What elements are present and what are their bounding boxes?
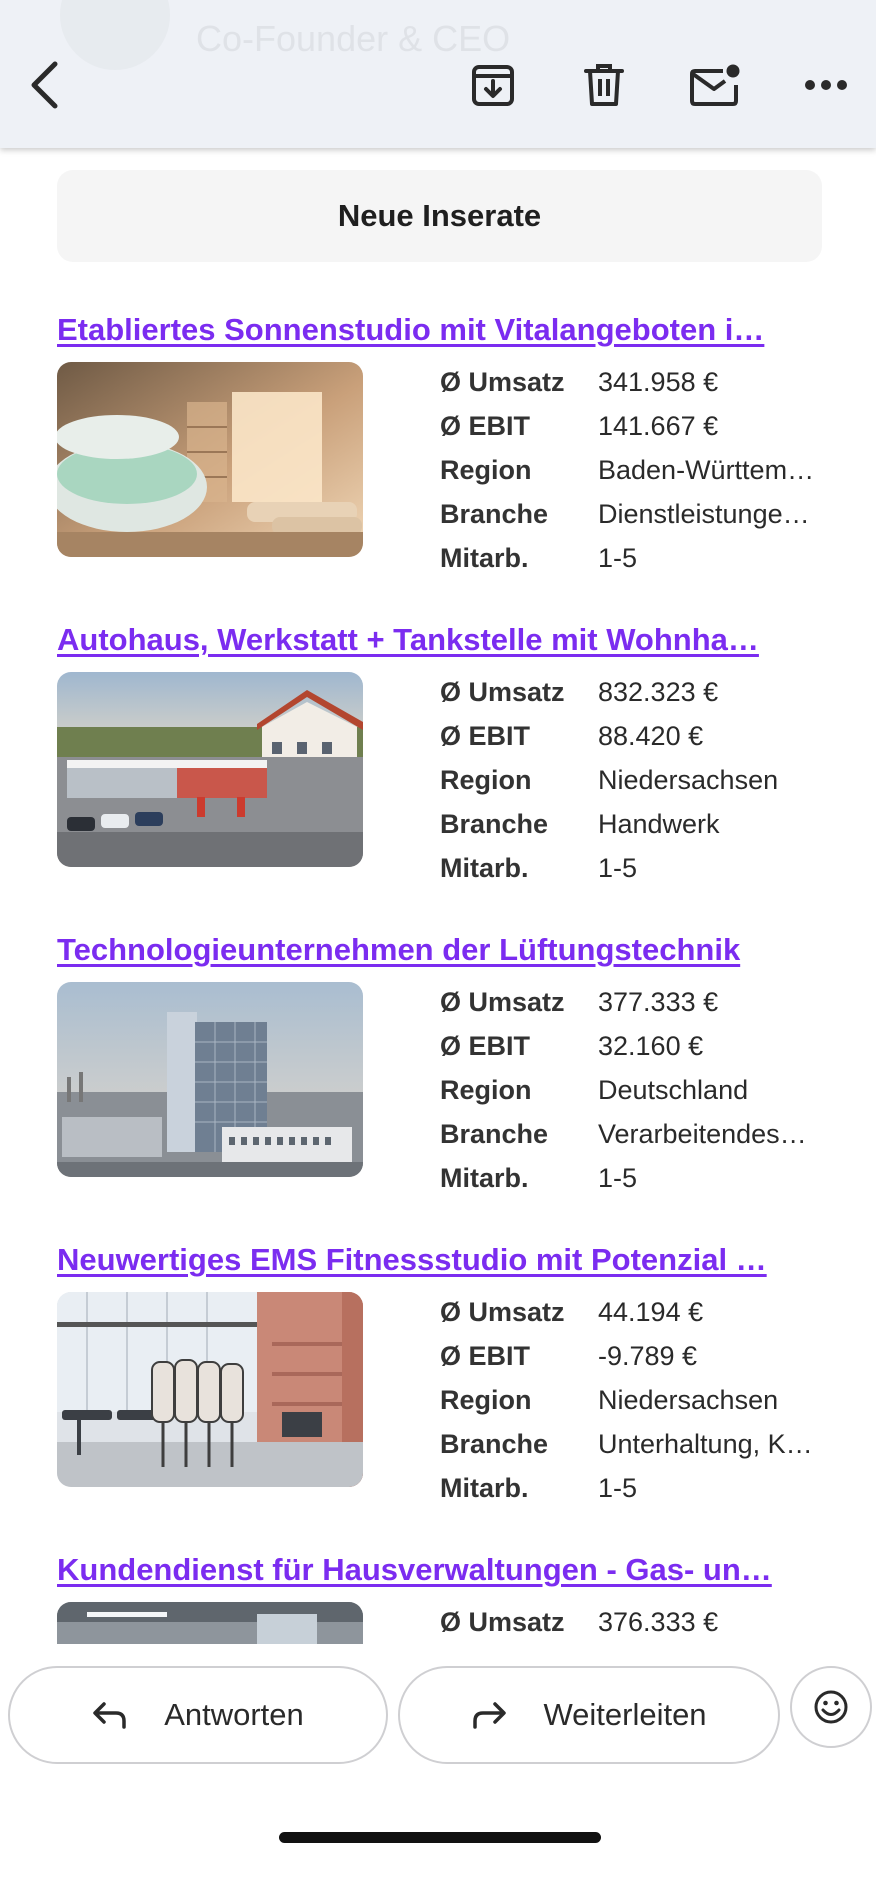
detail-label: Region (440, 765, 532, 795)
detail-value: Baden-Württem… (598, 455, 815, 485)
detail-value: Handwerk (598, 809, 720, 839)
detail-row-region (440, 1068, 840, 1112)
detail-label: Ø Umsatz (440, 1607, 565, 1637)
listing-image[interactable] (57, 1602, 363, 1644)
listing-card (57, 930, 837, 1193)
reply-label: Antworten (164, 1697, 304, 1732)
detail-row-region (440, 1378, 840, 1422)
section-title: Neue Inserate (57, 170, 822, 262)
listing-details (440, 1600, 840, 1644)
mail-unread-icon (689, 63, 741, 107)
detail-label: Ø EBIT (440, 1031, 531, 1061)
detail-row-mitarb (440, 1466, 840, 1510)
listing-details (440, 980, 840, 1200)
emoji-reaction-button[interactable] (790, 1666, 872, 1748)
detail-row-branche (440, 492, 840, 536)
detail-row-umsatz (440, 670, 840, 714)
detail-label: Region (440, 1385, 532, 1415)
archive-icon (470, 62, 516, 108)
sender-avatar (60, 0, 170, 70)
detail-value: -9.789 € (598, 1341, 698, 1371)
listing-image[interactable] (57, 362, 363, 557)
detail-label: Branche (440, 1119, 549, 1149)
detail-row-ebit (440, 1334, 840, 1378)
detail-label: Ø EBIT (440, 411, 531, 441)
reply-button[interactable] (8, 1666, 388, 1764)
back-button[interactable] (14, 50, 74, 120)
detail-value: Unterhaltung, K… (598, 1429, 813, 1459)
archive-button[interactable] (462, 54, 524, 116)
detail-value: 341.958 € (598, 367, 719, 397)
detail-value: Dienstleistunge… (598, 499, 810, 529)
detail-value: Niedersachsen (598, 1385, 779, 1415)
listing-card (57, 310, 837, 573)
detail-label: Mitarb. (440, 853, 529, 883)
detail-row-mitarb (440, 846, 840, 890)
detail-value: 1-5 (598, 1163, 638, 1193)
detail-value: 88.420 € (598, 721, 704, 751)
detail-label: Branche (440, 809, 549, 839)
forward-label: Weiterleiten (543, 1697, 707, 1732)
bottom-action-bar (0, 1644, 876, 1896)
listing-image[interactable] (57, 672, 363, 867)
detail-value: 832.323 € (598, 677, 719, 707)
detail-value: 141.667 € (598, 411, 719, 441)
detail-row-branche (440, 1112, 840, 1156)
detail-label: Ø EBIT (440, 1341, 531, 1371)
detail-label: Mitarb. (440, 1163, 529, 1193)
detail-row-umsatz (440, 1290, 840, 1334)
email-body (0, 148, 876, 1644)
detail-row-region (440, 448, 840, 492)
detail-row-umsatz (440, 360, 840, 404)
detail-row-ebit (440, 714, 840, 758)
detail-value: 376.333 € (598, 1607, 719, 1637)
detail-label: Region (440, 1075, 532, 1105)
listing-title-link[interactable]: Technologieunternehmen der Lüftungstechnik (57, 932, 741, 967)
detail-label: Ø Umsatz (440, 987, 565, 1017)
listing-image[interactable] (57, 982, 363, 1177)
detail-row-mitarb (440, 536, 840, 580)
chevron-left-icon (27, 60, 61, 110)
listing-card (57, 1550, 837, 1644)
listing-details (440, 1290, 840, 1510)
detail-value: 1-5 (598, 853, 638, 883)
sender-subtitle: Co-Founder & CEO (196, 18, 511, 59)
detail-label: Region (440, 455, 532, 485)
detail-row-region (440, 758, 840, 802)
detail-label: Mitarb. (440, 1473, 529, 1503)
forward-button[interactable] (398, 1666, 780, 1764)
more-options-button[interactable] (796, 60, 856, 110)
detail-row-branche (440, 1422, 840, 1466)
detail-label: Branche (440, 499, 549, 529)
listing-title-link[interactable]: Etabliertes Sonnenstudio mit Vitalangeboten i… (57, 312, 765, 347)
detail-value: 377.333 € (598, 987, 719, 1017)
more-horizontal-icon (804, 79, 848, 91)
detail-value: 44.194 € (598, 1297, 704, 1327)
top-app-bar (0, 0, 876, 148)
listing-title-link[interactable]: Autohaus, Werkstatt + Tankstelle mit Wohnha… (57, 622, 759, 657)
detail-row-ebit (440, 1024, 840, 1068)
listing-title-link[interactable]: Neuwertiges EMS Fitnessstudio mit Potenzial … (57, 1242, 767, 1277)
listing-details (440, 360, 840, 580)
home-indicator (279, 1832, 601, 1843)
detail-label: Mitarb. (440, 543, 529, 573)
detail-value: 32.160 € (598, 1031, 704, 1061)
trash-icon (583, 62, 625, 108)
detail-row-umsatz (440, 980, 840, 1024)
emoji-icon (813, 1689, 849, 1725)
listing-card (57, 1240, 837, 1503)
detail-label: Branche (440, 1429, 549, 1459)
detail-label: Ø EBIT (440, 721, 531, 751)
reply-icon (92, 1700, 128, 1730)
detail-row-ebit (440, 404, 840, 448)
detail-label: Ø Umsatz (440, 367, 565, 397)
listing-card (57, 620, 837, 883)
detail-value: Deutschland (598, 1075, 749, 1105)
listing-details (440, 670, 840, 890)
detail-value: 1-5 (598, 543, 638, 573)
detail-row-branche (440, 802, 840, 846)
delete-button[interactable] (573, 54, 635, 116)
detail-row-mitarb (440, 1156, 840, 1200)
detail-label: Ø Umsatz (440, 1297, 565, 1327)
detail-label: Ø Umsatz (440, 677, 565, 707)
mark-unread-button[interactable] (683, 54, 747, 116)
listing-title-link[interactable]: Kundendienst für Hausverwaltungen - Gas- un… (57, 1552, 772, 1587)
listing-image[interactable] (57, 1292, 363, 1487)
detail-value: 1-5 (598, 1473, 638, 1503)
detail-row-umsatz (440, 1600, 840, 1644)
detail-value: Niedersachsen (598, 765, 779, 795)
detail-value: Verarbeitendes… (598, 1119, 807, 1149)
forward-icon (471, 1700, 507, 1730)
